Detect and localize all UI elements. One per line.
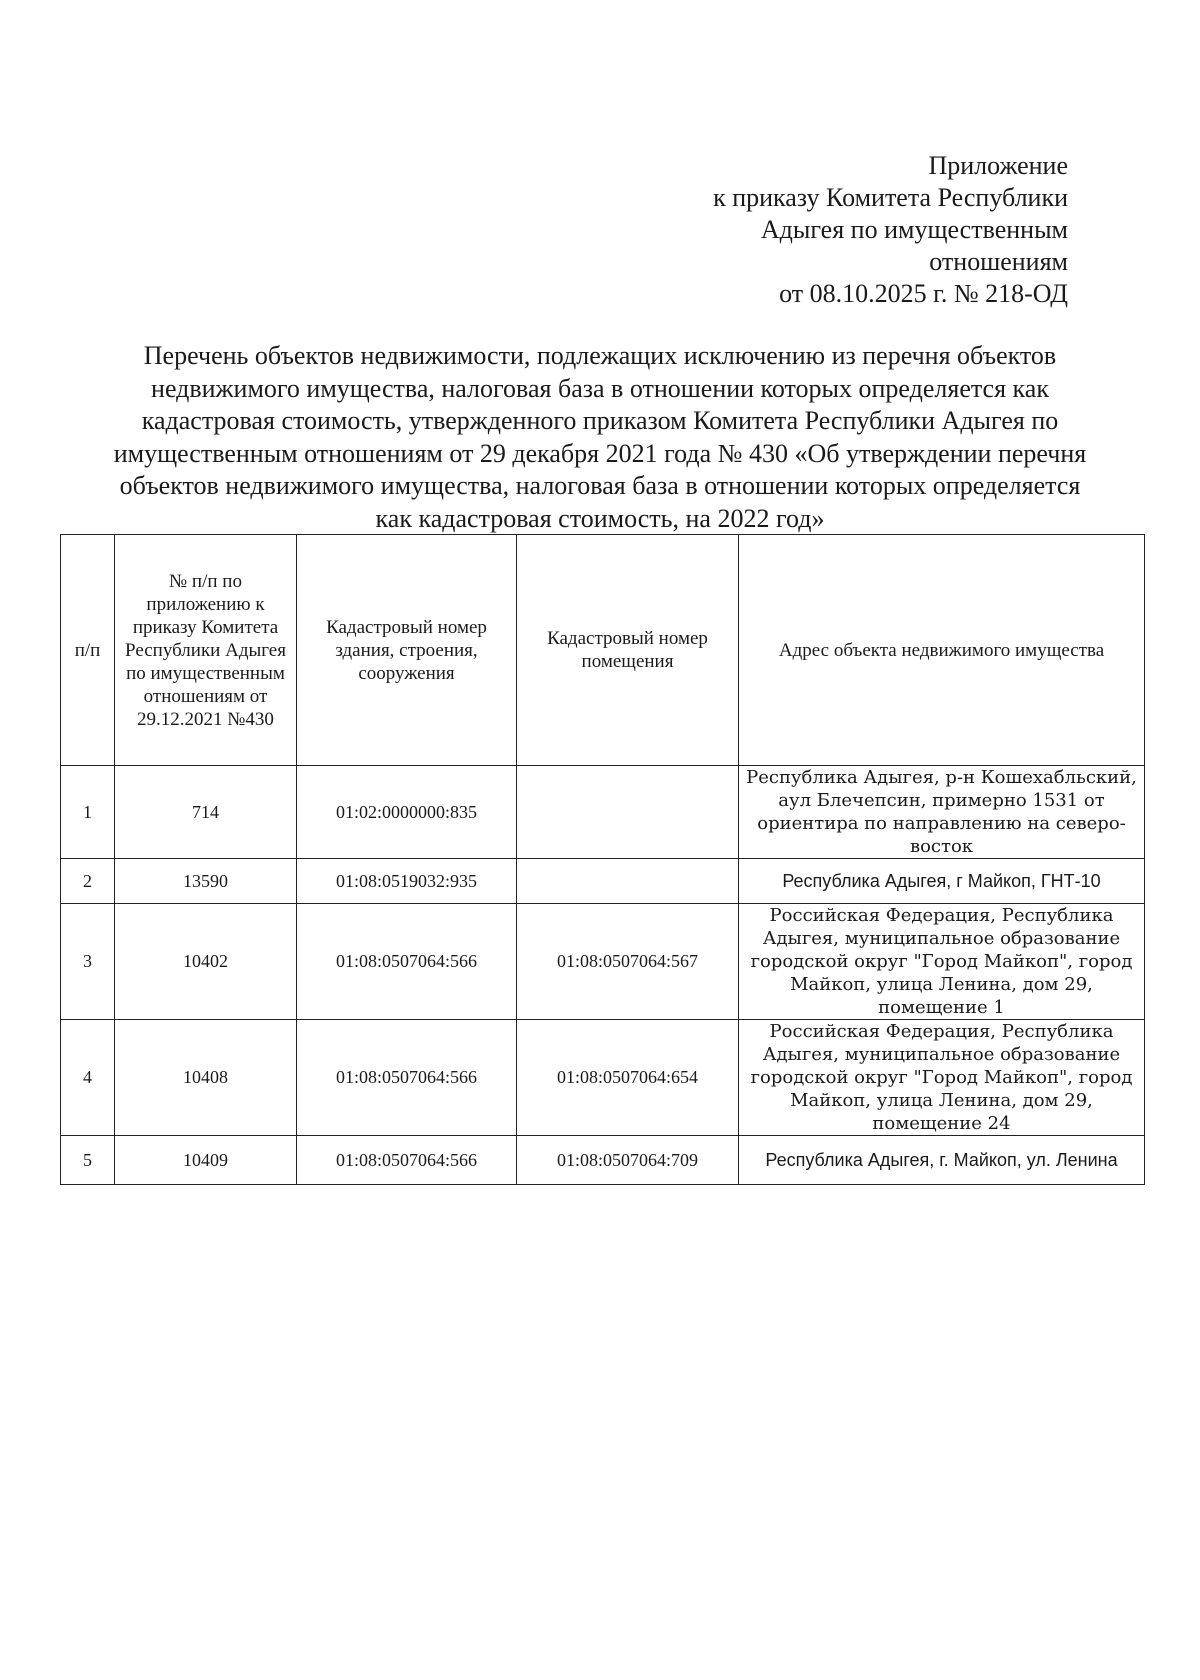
table-header-row <box>61 535 1145 766</box>
cell-room <box>517 859 739 904</box>
cell-ref: 714 <box>115 766 297 859</box>
cell-num: 2 <box>61 859 115 904</box>
cell-address: Республика Адыгея, г Майкоп, ГНТ-10 <box>739 859 1145 904</box>
header-building-cadastral: Кадастровый номер здания, строения, сооружения <box>297 535 517 766</box>
table-row <box>61 1020 1145 1136</box>
title-line: недвижимого имущества, налоговая база в отношении которых определяется как <box>151 373 1049 403</box>
header-num: п/п <box>61 535 115 766</box>
title-line: объектов недвижимого имущества, налоговая база в отношении которых определяется <box>119 471 1081 500</box>
title-line: Перечень объектов недвижимости, подлежащих исключению из перечня объектов <box>143 341 1057 370</box>
appendix-line: Приложение <box>928 151 1068 180</box>
cell-num: 1 <box>61 766 115 859</box>
appendix-line: к приказу Комитета Республики <box>713 183 1068 212</box>
cell-room <box>517 766 739 859</box>
title-line: имущественным отношениям от 29 декабря 2021 года № 430 «Об утверждении перечня <box>113 438 1087 468</box>
table-row <box>61 1136 1145 1185</box>
cell-address: Российская Федерация, Республика Адыгея, муниципальное образование городской округ "Город Майкоп", город Майкоп, улица Ленина, дом 29, помещение 24 <box>739 1020 1145 1136</box>
cell-ref: 10402 <box>115 904 297 1020</box>
table-row <box>61 766 1145 859</box>
cell-address: Российская Федерация, Республика Адыгея, муниципальное образование городской округ "Город Майкоп", город Майкоп, улица Ленина, дом 29, помещение 1 <box>739 904 1145 1020</box>
cell-address: Республика Адыгея, г. Майкоп, ул. Ленина <box>739 1136 1145 1185</box>
document-title <box>60 340 1140 535</box>
cell-room: 01:08:0507064:567 <box>517 904 739 1020</box>
appendix-line: отношениям <box>929 247 1068 276</box>
cell-building: 01:08:0507064:566 <box>297 1136 517 1185</box>
cell-building: 01:02:0000000:835 <box>297 766 517 859</box>
cell-num: 3 <box>61 904 115 1020</box>
table-row <box>61 904 1145 1020</box>
cell-address: Республика Адыгея, р-н Кошехабльский, аул Блечепсин, примерно 1531 от ориентира по направлению на северо- восток <box>739 766 1145 859</box>
cell-building: 01:08:0507064:566 <box>297 1020 517 1136</box>
cell-room: 01:08:0507064:709 <box>517 1136 739 1185</box>
cell-building: 01:08:0507064:566 <box>297 904 517 1020</box>
title-line: как кадастровая стоимость, на 2022 год» <box>375 503 825 533</box>
cell-room: 01:08:0507064:654 <box>517 1020 739 1136</box>
header-address: Адрес объекта недвижимого имущества <box>739 535 1145 766</box>
cell-ref: 13590 <box>115 859 297 904</box>
appendix-line: от 08.10.2025 г. № 218-ОД <box>779 279 1068 308</box>
cell-ref: 10408 <box>115 1020 297 1136</box>
table-row <box>61 859 1145 904</box>
cell-num: 5 <box>61 1136 115 1185</box>
header-ref: № п/п по приложению к приказу Комитета Республики Адыгея по имущественным отношениям от 29.12.2021 №430 <box>115 535 297 766</box>
cell-ref: 10409 <box>115 1136 297 1185</box>
cell-num: 4 <box>61 1020 115 1136</box>
appendix-line: Адыгея по имущественным <box>760 215 1068 244</box>
property-table <box>60 534 1145 1185</box>
title-line: кадастровая стоимость, утвержденного приказом Комитета Республики Адыгея по <box>141 406 1059 435</box>
appendix-header <box>588 150 1068 310</box>
cell-building: 01:08:0519032:935 <box>297 859 517 904</box>
header-room-cadastral: Кадастровый номер помещения <box>517 535 739 766</box>
